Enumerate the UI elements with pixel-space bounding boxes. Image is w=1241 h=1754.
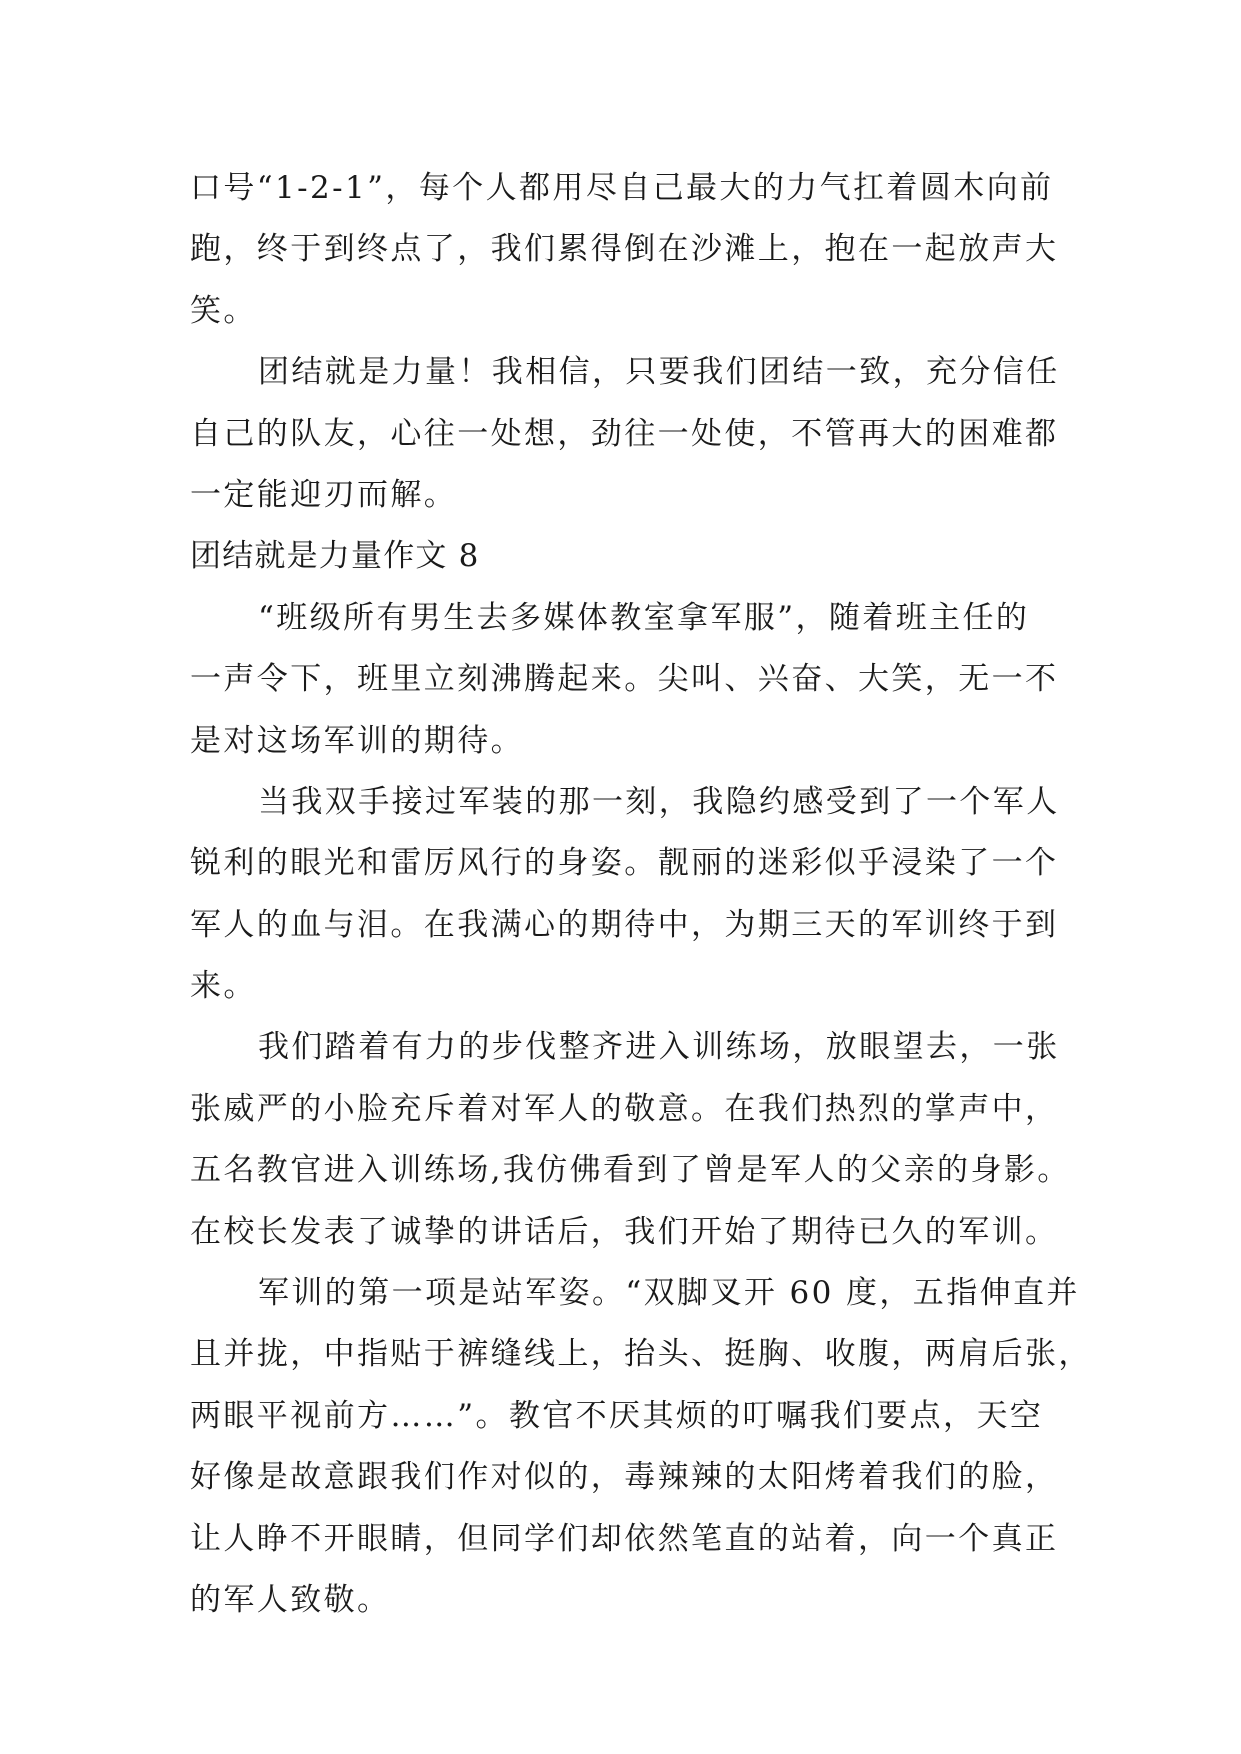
text-line: 让人睁不开眼睛，但同学们却依然笔直的站着，向一个真正 <box>190 1520 1059 1557</box>
text-line: 一声令下，班里立刻沸腾起来。尖叫、兴奋、大笑，无一不 <box>190 661 1059 698</box>
text-line: 锐利的眼光和雷厉风行的身姿。靓丽的迷彩似乎浸染了一个 <box>190 845 1059 882</box>
text-line: 是对这场军训的期待。 <box>190 722 524 759</box>
paragraph-start-line: 当我双手接过军装的那一刻，我隐约感受到了一个军人 <box>258 783 1060 820</box>
paragraph-start-line: 我们踏着有力的步伐整齐进入训练场，放眼望去，一张 <box>258 1029 1060 1066</box>
text-line: 在校长发表了诚挚的讲话后，我们开始了期待已久的军训。 <box>190 1213 1059 1250</box>
text-line: 的军人致敬。 <box>190 1581 391 1618</box>
section-heading: 团结就是力量作文 8 <box>190 538 480 575</box>
paragraph-start-line: 军训的第一项是站军姿。“双脚叉开 60 度，五指伸直并 <box>258 1275 1080 1312</box>
paragraph-start-line: 团结就是力量！我相信，只要我们团结一致，充分信任 <box>258 354 1060 391</box>
text-line: 两眼平视前方……”。教官不厌其烦的叮嘱我们要点，天空 <box>190 1397 1044 1434</box>
text-line: 且并拢，中指贴于裤缝线上，抬头、挺胸、收腹，两肩后张， <box>190 1336 1092 1373</box>
text-line: 军人的血与泪。在我满心的期待中，为期三天的军训终于到 <box>190 906 1059 943</box>
text-line: 跑，终于到终点了，我们累得倒在沙滩上，抱在一起放声大 <box>190 231 1059 268</box>
text-line: 张威严的小脸充斥着对军人的敬意。在我们热烈的掌声中， <box>190 1090 1059 1127</box>
text-line: 自己的队友，心往一处想，劲往一处使，不管再大的困难都 <box>190 415 1059 452</box>
text-line: 好像是故意跟我们作对似的，毒辣辣的太阳烤着我们的脸， <box>190 1459 1059 1496</box>
text-line: 来。 <box>190 968 257 1005</box>
document-body <box>190 158 1092 1631</box>
text-line: 笑。 <box>190 292 257 329</box>
text-line: 一定能迎刃而解。 <box>190 476 458 513</box>
paragraph-start-line: “班级所有男生去多媒体教室拿军服”，随着班主任的 <box>258 599 1030 636</box>
text-line: 口号“1-2-1”，每个人都用尽自己最大的力气扛着圆木向前 <box>190 170 1054 206</box>
text-line: 五名教官进入训练场,我仿佛看到了曾是军人的父亲的身影。 <box>190 1152 1071 1189</box>
